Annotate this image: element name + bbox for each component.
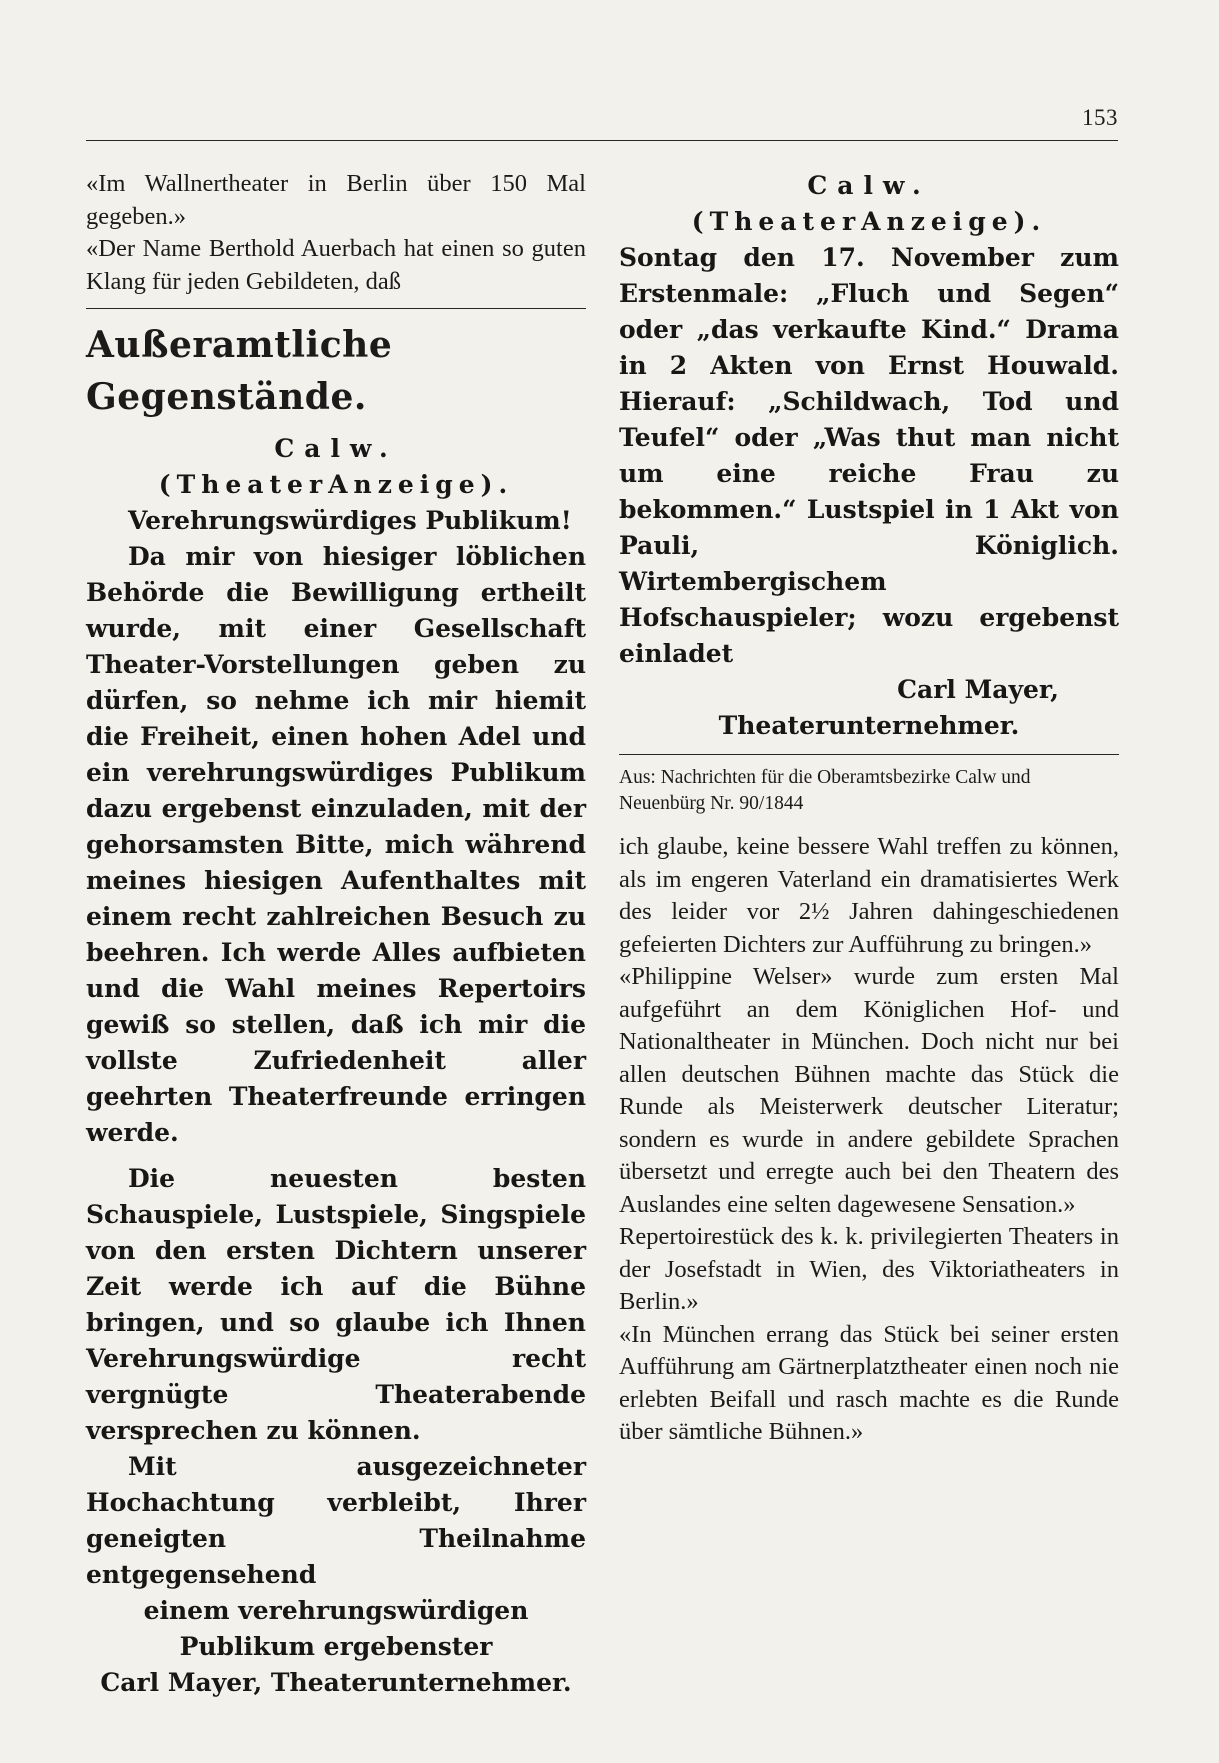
ad-body: Sontag den 17. November zum Erstenmale: „Fluch und Segen“ oder „das verkaufte Kind.“ Drama in 2 Akten von Ernst Houwald. Hierauf: „Schildwach, Tod und Teufel“ oder „Was thut man nicht um eine reiche Frau zu bekommen.“ Lustspiel in 1 Akt von Pauli, Königlich. Wirtembergischem Hofschauspieler; wozu ergebenst einladet bbox=[619, 243, 1119, 668]
quote-wallnertheater: «Im Wallnertheater in Berlin über 150 Mal gegeben.» bbox=[86, 170, 586, 230]
ad-kind: (TheaterAnzeige). bbox=[158, 470, 514, 499]
ad-signature-name: Carl Mayer, bbox=[897, 675, 1059, 704]
ad-place: Calw. bbox=[274, 434, 398, 463]
ad-salutation: Verehrungswürdiges Publikum! bbox=[128, 506, 572, 535]
text-paragraph-1: ich glaube, keine bessere Wahl treffen zu können, als im engeren Vaterland ein dramatisiertes Werk des leider vor 2½ Jahren dahingeschiedenen gefeierten Dichters zur Aufführung zu bringen.» bbox=[619, 833, 1119, 958]
ad-body-1: Da mir von hiesiger löblichen Behörde die Bewilligung ertheilt wurde, mit einer Gesellschaft Theater-Vorstellungen geben zu dürfen, so nehme ich mir hiemit die Freiheit, einen hohen Adel und ein verehrungswürdiges Publikum dazu ergebenst einzuladen, mit der gehorsamsten Bitte, mich während meines hiesigen Aufenthaltes mit einem recht zahlreichen Besuch zu beehren. Ich werde Alles aufbieten und die Wahl meines Repertoirs gewiß so stellen, daß ich mir die vollste Zufriedenheit aller geehrten Theaterfreunde erringen werde. bbox=[86, 542, 586, 1147]
ad-signature: Carl Mayer, Theaterunternehmer. bbox=[100, 1668, 572, 1697]
ad-kind: (TheaterAnzeige). bbox=[691, 207, 1047, 236]
ad-closing-2: einem verehrungswürdigen Publikum ergebenster bbox=[143, 1596, 529, 1661]
ad-place: Calw. bbox=[807, 171, 931, 200]
section-title: Außeramtliche Gegenstände. bbox=[86, 324, 393, 418]
ad-body-2: Die neuesten besten Schauspiele, Lustspiele, Singspiele von den ersten Dichtern unserer Zeit werde ich auf die Bühne bringen, und so glaube ich Ihnen Verehrungswürdige recht vergnügte Theaterabende versprechen zu können. bbox=[86, 1164, 586, 1445]
left-column bbox=[86, 168, 586, 1701]
quote-auerbach: «Der Name Berthold Auerbach hat einen so guten Klang für jeden Gebildeten, daß bbox=[86, 235, 586, 295]
source-rule bbox=[619, 754, 1119, 755]
right-column bbox=[619, 168, 1119, 1449]
ad-signature-role: Theaterunternehmer. bbox=[718, 711, 1020, 740]
text-paragraph-4: «In München errang das Stück bei seiner ersten Aufführung am Gärtnerplatztheater einen noch nie erlebten Beifall und rasch machte es die Runde über sämtliche Bühnen.» bbox=[619, 1320, 1119, 1445]
section-rule bbox=[86, 308, 586, 309]
right-advertisement bbox=[619, 168, 1119, 744]
ad-closing-1: Mit ausgezeichneter Hochachtung verbleibt, Ihrer geneigten Theilnahme entgegensehend bbox=[86, 1452, 586, 1589]
header-rule bbox=[86, 140, 1118, 141]
source-citation: Aus: Nachrichten für die Oberamtsbezirke Calw und Neuenbürg Nr. 90/1844 bbox=[619, 767, 1031, 814]
text-paragraph-3: Repertoirestück des k. k. privilegierten Theaters in der Josefstadt in Wien, des Viktoriatheaters in Berlin.» bbox=[619, 1223, 1119, 1315]
page-number: 153 bbox=[1082, 105, 1118, 130]
left-advertisement bbox=[86, 431, 586, 1701]
text-paragraph-2: «Philippine Welser» wurde zum ersten Mal aufgeführt an dem Königlichen Hof- und Nationaltheater in München. Doch nicht nur bei allen deutschen Bühnen machte das Stück die Runde als Meisterwerk deutscher Literatur; sondern es wurde in andere gebildete Sprachen übersetzt und erregte auch bei den Theatern des Auslandes eine selten dagewesene Sensation.» bbox=[619, 963, 1119, 1218]
